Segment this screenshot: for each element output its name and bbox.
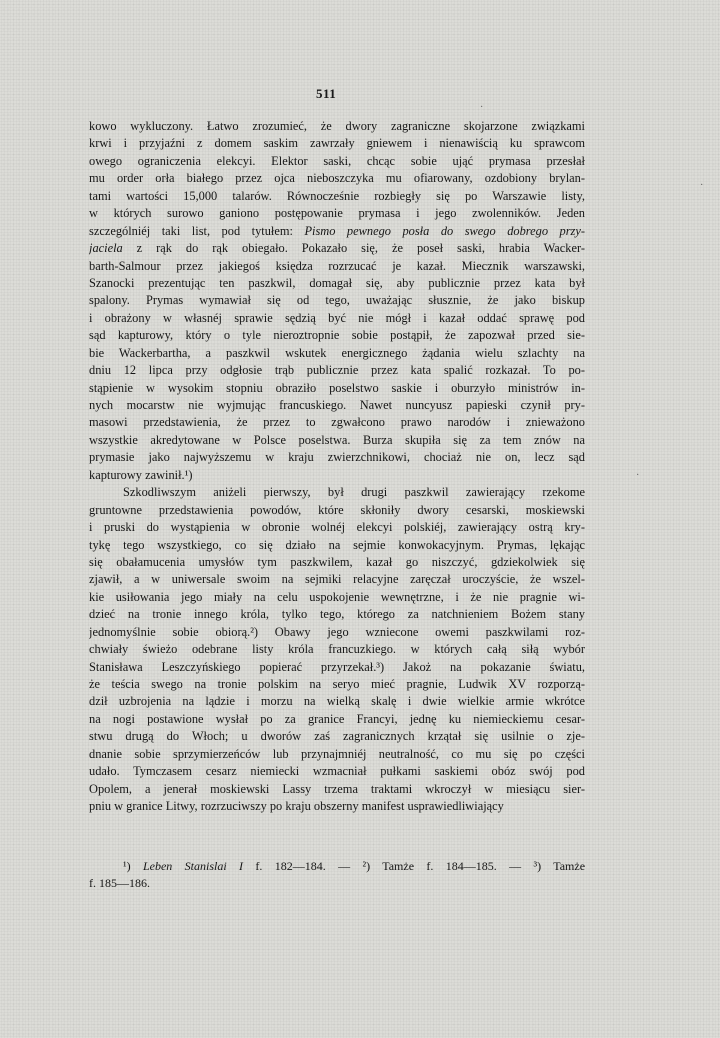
scan-speck: ·: [636, 470, 640, 481]
body-line: mu order orła białego przez ojca nieboszczyka mu ofiarowany, ozdobiony brylan-: [89, 171, 585, 186]
body-line: i pruski do wystąpienia w obronie wolnéj elekcyi polskiéj, zawierający ostrą kry-: [89, 520, 585, 535]
body-line: kowo wykluczony. Łatwo zrozumieć, że dwory zagraniczne skojarzone związkami: [89, 119, 585, 133]
body-line: dził uzbrojenia na lądzie i morzu na wielką skalę i dwie wielkie armie wkrótce: [89, 694, 585, 709]
body-line: dniu 12 lipca przy odgłosie trąb publicznie przez kata spalić rozkazał. To po-: [89, 363, 585, 378]
footnote-line: f. 185—186.: [89, 876, 150, 890]
body-line: stwu drugą do Włoch; u dworów zaś zagranicznych krzątał się usilnie o zje-: [89, 729, 585, 744]
body-line: Opolem, a jenerał moskiewski Lassy trzema traktami wkroczył w miesiącu sier-: [89, 781, 585, 796]
body-line: owego ograniczenia elekcyi. Elektor saski, chcąc sobie ująć prymasa przesłał: [89, 153, 585, 168]
body-line: bie Wackerbartha, a paszkwil wskutek energicznego żądania wielu szlachty na: [89, 345, 585, 360]
body-line: szczególniéj taki list, pod tytułem: Pismo pewnego posła do swego dobrego przy-: [89, 223, 585, 238]
scan-speck: ·: [480, 102, 484, 113]
body-line: Stanisława Leszczyńskiego popierać przyrzekał.³) Jakoż na pokazanie światu,: [89, 659, 585, 674]
body-text: [89, 118, 585, 816]
body-line: sąd kapturowy, który o tyle nieroztropnie sobie postąpił, że zapozwał przed sie-: [89, 328, 585, 343]
body-line: prymasie jako najwyższemu w kraju zwierzchnikowi, chociaż nie on, lecz sąd: [89, 450, 585, 465]
body-line: spalony. Prymas wymawiał się od tego, uważając słusznie, że jako biskup: [89, 293, 585, 308]
body-line: i obrażony w własnéj sprawie sędzią być nie mógł i kazał oddać sprawę pod: [89, 310, 585, 325]
body-line: się obałamucenia umysłów tym paszkwilem, kazał go niszczyć, gdziekolwiek się: [89, 554, 585, 569]
body-line: nych mocarstw nie wyjmując francuskiego. Nawet nuncyusz papieski czynił pry-: [89, 398, 585, 412]
body-line: tykę tego wszystkiego, co się działo na sejmie konwokacyjnym. Prymas, lękając: [89, 537, 585, 552]
body-line: Szkodliwszym aniżeli pierwszy, był drugi paszkwil zawierający rzekome: [123, 485, 585, 500]
body-line: barth-Salmour przez jakiegoś księdza rozrzucać je kazał. Miecznik warszawski,: [89, 258, 585, 273]
body-line: stąpienie w wysokim stopniu obraziło poselstwo saskie i oburzyło ministrów in-: [89, 380, 585, 395]
body-line: zjawił, a w uniwersale swoim na sejmiki relacyjne zaręczał uroczyście, że wszel-: [89, 572, 585, 587]
body-line: jaciela z rąk do rąk obiegało. Pokazało się, że poseł saski, hrabia Wacker-: [89, 241, 585, 256]
body-line: pniu w granice Litwy, rozrzuciwszy po kraju obszerny manifest usprawiedliwiający: [89, 799, 504, 814]
body-line: udało. Tymczasem cesarz niemiecki wzmacniał pułkami saskiemi obóz swój pod: [89, 764, 585, 779]
body-line: że teścia swego na tronie polskim na seryo mieć pragnie, Ludwik XV rozporzą-: [89, 677, 585, 691]
body-line: tami wartości 15,000 talarów. Równocześnie rozbiegły się po Warszawie listy,: [89, 188, 585, 203]
body-line: wszystkie akredytowane w Polsce poselstwa. Burza skupiła się za tem znów na: [89, 432, 585, 447]
body-line: masowi przedstawienia, że przez to zgwałcono prawo narodów i znieważono: [89, 415, 585, 430]
page-number: 511: [316, 86, 337, 101]
body-line: kie usiłowania jego miały na celu uspokojenie wewnętrzne, i że nie pragnie wi-: [89, 589, 585, 604]
body-line: na nogi postawione wysłał po za granice Francyi, jednę ku niemieckiemu cesar-: [89, 711, 585, 726]
body-line: w których surowo ganiono postępowanie prymasa i jego zwolenników. Jeden: [89, 206, 585, 221]
body-line: gruntowne przedstawienia powodów, które skłoniły dwory cesarski, moskiewski: [89, 502, 585, 517]
scan-speck: ·: [700, 180, 704, 191]
body-line: kapturowy zawinił.¹): [89, 467, 193, 482]
body-line: chwiały świeżo odebrane listy króla francuzkiego. w których całą siłą wybór: [89, 642, 585, 657]
body-line: jednomyślnie sobie obiorą.²) Obawy jego wzniecone owemi paszkwilami roz-: [89, 624, 585, 639]
body-line: krwi i przyjaźni z domem saskim zawrzały gniewem i nienawiścią ku sprawcom: [89, 136, 585, 151]
footnote-line: ¹) Leben Stanislai I f. 182—184. — ²) Tamże f. 184—185. — ³) Tamże: [123, 859, 585, 873]
footnotes: [89, 858, 585, 892]
body-line: Szanocki prezentując ten paszkwil, domagał się, aby publicznie przez kata był: [89, 275, 585, 290]
body-line: dzieć na tronie innego króla, tylko tego, którego za natchnieniem Bożem stany: [89, 607, 585, 622]
body-line: dnanie sobie sprzymierzeńców lub przynajmniéj neutralność, co mu się po części: [89, 746, 585, 761]
